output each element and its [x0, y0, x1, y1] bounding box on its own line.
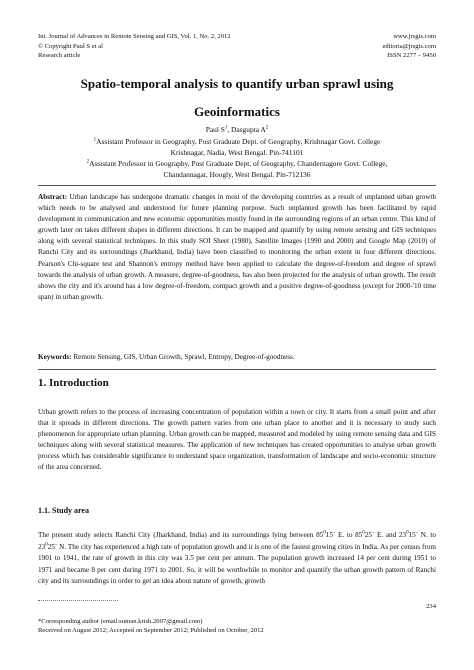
affiliation-2	[34, 158, 440, 180]
issn: ISSN 2277 – 9450	[387, 52, 436, 59]
affiliation-2-line-2: Chandannagar, Hoogly, West Bengal. Pin-712136	[163, 170, 311, 179]
keywords-label: Keywords:	[38, 353, 72, 361]
affiliation-1-line-2: Krishnagar, Nadia, West Bengal. Pin-741101	[170, 148, 304, 157]
affiliation-1	[34, 136, 440, 158]
degree-sup: 0	[362, 530, 365, 536]
section-heading-introduction: 1. Introduction	[38, 377, 109, 389]
degree-sup: 0	[406, 530, 409, 536]
author-2-sup: 2	[265, 125, 269, 131]
journal-email[interactable]: editoria@jrsgis.com	[382, 42, 436, 50]
author-1: Paul S	[205, 125, 225, 134]
subsection-heading-study-area: 1.1. Study area	[38, 506, 89, 515]
page-number: 234	[426, 603, 436, 610]
study-area-paragraph	[38, 530, 436, 588]
publication-dates: Received on August 2012; Accepted on September 2012; Published on October, 2012	[38, 627, 264, 634]
study-area-text-3: 25´ E. and 23	[364, 531, 407, 539]
author-list	[30, 125, 444, 134]
corresponding-author-footnote: *Corresponding author (email:suman.krish.2007@gmail.com)	[38, 618, 203, 625]
abstract	[38, 192, 436, 303]
study-area-text-1: The present study selects Ranchi City (Jharkhand, India) and its surroundings lying between 85	[38, 531, 324, 539]
author-2: , Dasgupta A	[227, 125, 266, 134]
paper-title	[30, 70, 444, 126]
study-area-text-4: 15´ N. to 23	[38, 531, 437, 551]
abstract-text: Urban landscape has undergone dramatic changes in most of the developing countries as a result of unplanned urban growth which needs to be analysed and understood for future planning purpose. Such unplanned growth has been facilitated by rapid development in communication and new economic opportunities mostly found in the surrounding regions of an urban centre. This kind of growth later on takes different shapes in different directions. It can be mapped and quantify by using remote sensing and GIS techniques along with several statistical techniques. In this study SOI Sheet (1980), Satellite Images (1990 and 2000) and Google Map (2010) of Ranchi City and its surroundings (Jharkhand, India) have been classified to monitoring the urban extent in four different directions. Pearson's Chi-square test and Shannon's entropy method have been applied to calculate the degree-of-freedom and degree of sprawl towards the analysis of urban growth. A measure, degree-of-goodness, has also been projected for the analysis of urban growth. The result shows the city and it's around has a low degree-of-freedom, compact growth and a positive degree-of-goodness (except for 2000-'10 time span) in urban growth.	[38, 193, 437, 301]
affiliation-1-line-1: Assistant Professor in Geography, Post Graduate Dept. of Geography, Krishnagar Govt. College	[96, 137, 381, 146]
divider-top	[38, 185, 436, 186]
journal-name: Int. Journal of Advances in Remote Sensing and GIS, Vol. 1, No. 2, 2012	[38, 33, 231, 40]
article-type: Research article	[38, 52, 81, 59]
study-area-text-2: 15´ E. to 85	[325, 531, 363, 539]
copyright: © Copyright Paul S et al	[38, 42, 103, 50]
footnote-divider	[38, 600, 118, 601]
author-1-sup: 1	[224, 125, 228, 131]
journal-website[interactable]: www.jrsgis.com	[393, 33, 436, 40]
study-area-text-5: 25´ N. The city has experienced a high rate of population growth and it is one of the fastest growing cities in India. As per census from 1901 to 1941, the rate of growth in this city was 3.5 per cent per annum. The population growth increased 14 per cent during 1951 to 1971 and became 8 per cent during 1971 to 2001. So, it will be worthwhile to monitor and quantify the urban growth pattern of Ranchi city and its surroundings in order to get an idea about nature of growth, growth	[38, 542, 436, 586]
affiliation-2-sup: 2	[86, 159, 90, 165]
keywords	[38, 352, 436, 363]
title-line-1: Spatio-temporal analysis to quantify urban sprawl using	[80, 76, 394, 91]
introduction-paragraph: Urban growth refers to the process of increasing concentration of population within a town or city. It starts from a small point and after that it spreads in different directions. The growth pattern varies from one urban place to another and it is necessary to study such phenomenon for appropriate urban planning. Urban growth can be mapped, measured and modeled by using remote sensing data and GIS techniques along with several statistical measures. The application of new techniques has created opportunities to analyse urban growth process which has considerable significance to understand space organization, transformation of landscape and socio-economic structure of the area concerned.	[38, 408, 436, 472]
title-line-2: Geoinformatics	[194, 104, 280, 119]
degree-sup: 0	[323, 530, 326, 536]
divider-bottom	[38, 369, 436, 370]
keywords-text: Remote Sensing, GIS, Urban Growth, Sprawl, Entropy, Degree-of-goodness.	[73, 353, 295, 361]
degree-sup: 0	[45, 542, 48, 548]
affiliation-1-sup: 1	[93, 137, 97, 143]
abstract-label: Abstract:	[38, 193, 68, 201]
affiliation-2-line-1: Assistant Professor in Geography, Post Graduate Dept. of Geography, Chandernagore Govt. College,	[89, 159, 388, 168]
